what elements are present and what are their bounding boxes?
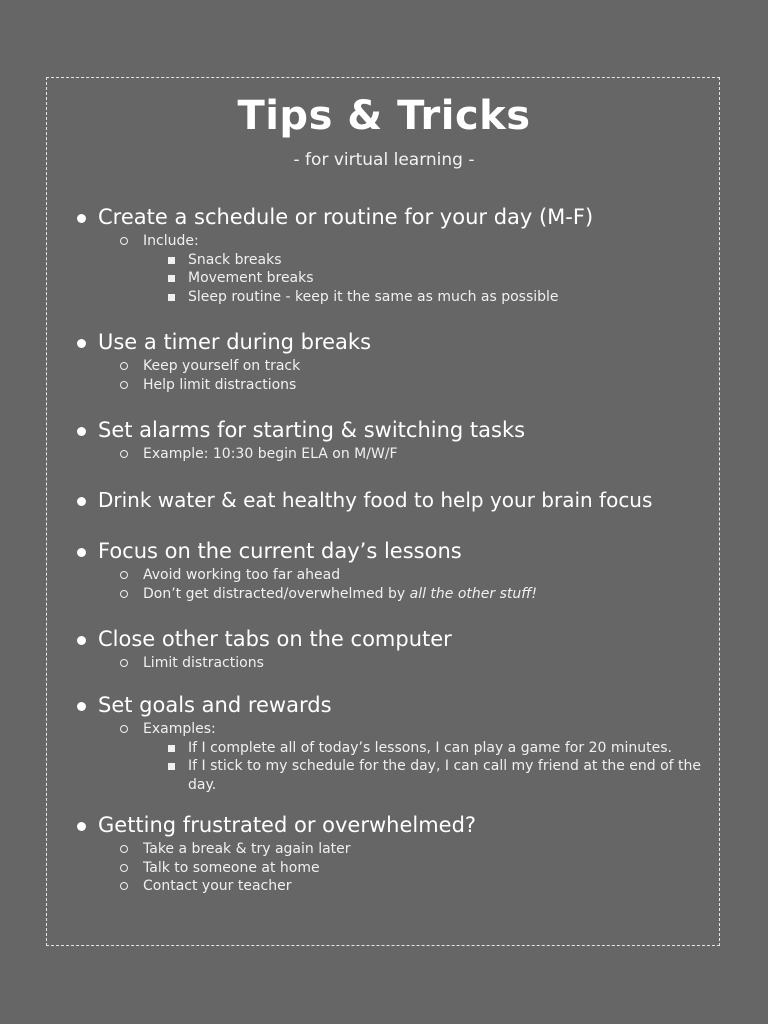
hollow-circle-bullet-icon [120,362,128,370]
square-bullet-icon [168,294,175,301]
tip-focus [0,536,768,603]
hollow-circle-bullet-icon [120,237,128,245]
bullet-dot-icon [77,427,86,436]
sub-item [0,720,768,739]
square-bullet-icon [168,763,175,770]
sub-item-text: Help limit distractions [143,376,297,393]
sub-item-text: Include: [143,233,199,249]
sub-item-text: Talk to someone at home [143,859,320,876]
sub-item-emphasis: all the other stuff! [409,585,537,602]
bullet-dot-icon [77,822,86,831]
hollow-circle-bullet-icon [120,845,128,853]
tip-heading [0,690,768,720]
bullet-dot-icon [77,702,86,711]
square-bullet-icon [168,745,175,752]
sub-item [0,232,768,251]
tip-water [0,485,768,515]
sub-item [0,877,768,896]
hollow-circle-bullet-icon [120,864,128,872]
bullet-dot-icon [77,339,86,348]
sub-item-text: Examples: [143,721,216,737]
bullet-dot-icon [77,214,86,223]
tip-heading [0,624,768,654]
tip-heading-text: Focus on the current day’s lessons [98,539,462,563]
nested-item-text: Snack breaks [188,251,282,268]
nested-item-text: Sleep routine - keep it the same as much as possible [188,288,559,305]
sub-item-text: Contact your teacher [143,878,292,894]
hollow-circle-bullet-icon [120,659,128,667]
sub-item-text [143,585,537,604]
bullet-dot-icon [77,636,86,645]
tip-heading-text: Getting frustrated or overwhelmed? [98,813,477,837]
tip-timer [0,327,768,394]
sub-item [0,566,768,585]
tip-heading-text: Set alarms for starting & switching tasks [98,418,526,442]
sub-item [0,840,768,859]
page-title: Tips & Tricks [237,93,531,139]
sub-item [0,859,768,878]
tip-schedule [0,202,768,306]
hollow-circle-bullet-icon [120,882,128,890]
tip-heading-text: Close other tabs on the computer [98,627,452,651]
sub-item-text: Take a break & try again later [143,841,351,857]
tip-heading [0,415,768,445]
sub-item-text: Avoid working too far ahead [143,567,341,583]
nested-item [0,288,768,307]
square-bullet-icon [168,275,175,282]
hollow-circle-bullet-icon [120,571,128,579]
nested-item [0,757,768,794]
hollow-circle-bullet-icon [120,590,128,598]
tip-heading-text: Use a timer during breaks [98,330,372,354]
sub-item-text: Keep yourself on track [143,358,301,374]
sub-item-text: Example: 10:30 begin ELA on M/W/F [143,446,398,462]
square-bullet-icon [168,257,175,264]
nested-item [0,739,768,758]
tip-heading-text: Drink water & eat healthy food to help your brain focus [98,488,653,512]
tip-heading [0,536,768,566]
sub-item [0,654,768,673]
sub-item [0,376,768,395]
nested-item [0,269,768,288]
hollow-circle-bullet-icon [120,450,128,458]
page-subtitle: - for virtual learning - [293,150,475,170]
nested-item [0,251,768,270]
sub-item [0,445,768,464]
sub-item-plain-text: Don’t get distracted/overwhelmed by [143,585,410,602]
sub-item-text: Limit distractions [143,655,264,671]
nested-item-text: If I complete all of today’s lessons, I can play a game for 20 minutes. [188,739,672,756]
hollow-circle-bullet-icon [120,381,128,389]
tip-tabs [0,624,768,673]
bullet-dot-icon [77,497,86,506]
nested-item-text: If I stick to my schedule for the day, I can call my friend at the end of the day. [188,758,702,793]
tip-goals [0,690,768,794]
bullet-dot-icon [77,548,86,557]
tip-heading-text: Set goals and rewards [98,693,332,717]
tip-heading [0,327,768,357]
tip-frustrated [0,810,768,896]
tip-alarms [0,415,768,464]
tip-heading [0,202,768,232]
hollow-circle-bullet-icon [120,725,128,733]
tip-heading [0,485,768,515]
tip-heading-text: Create a schedule or routine for your day (M-F) [98,205,594,229]
sub-item [0,585,768,604]
nested-item-text: Movement breaks [188,270,314,286]
tip-heading [0,810,768,840]
sub-item [0,357,768,376]
